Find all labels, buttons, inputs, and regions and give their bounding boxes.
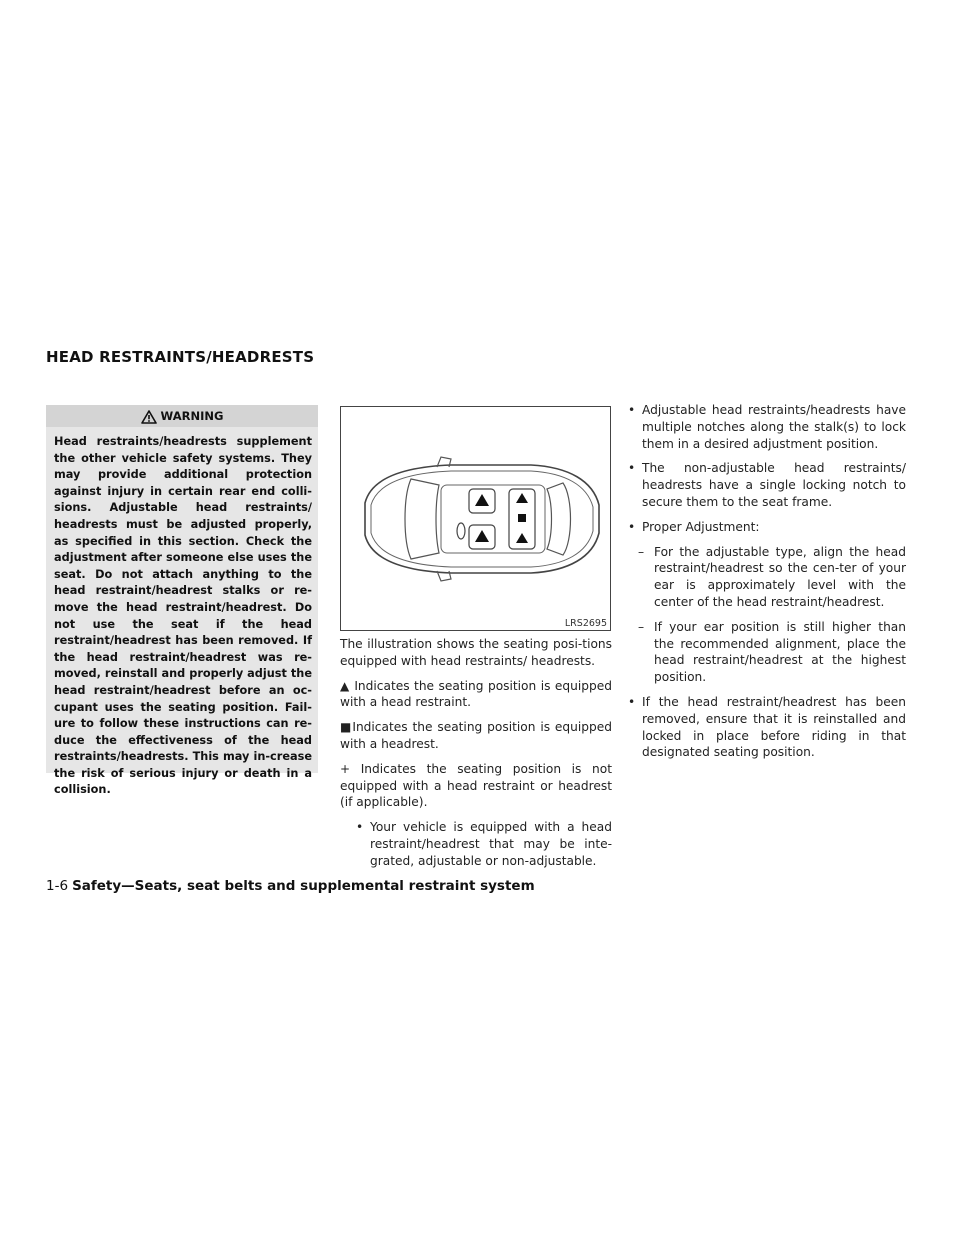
legend-plus-text: Indicates the seating position is not equipped with a head restraint or headrest (if applicable).	[340, 761, 612, 810]
warning-triangle-icon	[141, 409, 157, 423]
bullet-nonadjustable-text: The non-adjustable head restraints/ headrests have a single locking notch to secure them to the seat frame.	[642, 461, 906, 509]
section-title: HEAD RESTRAINTS/HEADRESTS	[46, 348, 315, 366]
list-item: • Your vehicle is equipped with a head restraint/headrest that may be inte-grated, adjustable or non-adjustable.	[356, 820, 612, 868]
car-top-view	[341, 407, 610, 630]
legend-square-text: Indicates the seating position is equipped with a headrest.	[340, 720, 612, 751]
dash-ear-text: If your ear position is still higher than the recommended alignment, place the head restraint/headrest at the highest position.	[654, 619, 906, 685]
bullet-vehicle-text: Your vehicle is equipped with a head restraint/headrest that may be inte-grated, adjustable or non-adjustable.	[370, 820, 612, 868]
seating-illustration	[340, 406, 611, 631]
list-item: • Proper Adjustment:	[628, 519, 906, 536]
page-number: 1-6	[46, 878, 69, 894]
legend-triangle	[340, 678, 612, 712]
page-footer	[46, 878, 535, 894]
bullet-proper-text: Proper Adjustment:	[642, 519, 760, 534]
front-right-restraint-marker	[475, 530, 489, 542]
rear-center-headrest-marker	[518, 514, 526, 522]
column-middle	[340, 636, 612, 878]
warning-header	[46, 405, 318, 427]
triangle-symbol-icon: ▲	[340, 678, 350, 693]
bullet-removed-text: If the head restraint/headrest has been removed, ensure that it is reinstalled and locked in place before riding in that designated seating position.	[642, 694, 906, 760]
warning-title: WARNING	[160, 409, 224, 423]
dash-align-text: For the adjustable type, align the head restraint/headrest so the cen-ter of your ear is approximately level with the center of the head restraint/headrest.	[654, 544, 906, 609]
legend-plus	[340, 761, 612, 811]
square-symbol-icon: ■	[340, 720, 353, 735]
plus-symbol-icon: +	[340, 761, 351, 776]
list-item: • Adjustable head restraints/headrests have multiple notches along the stalk(s) to lock them in a desired adjustment position.	[628, 403, 906, 451]
figure-code: LRS2695	[564, 618, 607, 629]
chapter-title: Safety—Seats, seat belts and supplemental restraint system	[72, 878, 535, 894]
warning-box	[46, 405, 318, 797]
legend-triangle-text: Indicates the seating position is equipped with a head restraint.	[340, 678, 612, 710]
list-item: – For the adjustable type, align the head restraint/headrest so the cen-ter of your ear is approximately level with the center of the head restraint/headrest.	[638, 544, 906, 609]
list-item: • If the head restraint/headrest has been removed, ensure that it is reinstalled and locked in place before riding in that designated seating position.	[628, 694, 906, 760]
illustration-intro: The illustration shows the seating posi-tions equipped with head restraints/ headrests.	[340, 637, 612, 668]
list-item: – If your ear position is still higher than the recommended alignment, place the head restraint/headrest at the highest position.	[638, 619, 906, 685]
rear-right-restraint-marker	[516, 533, 528, 543]
rear-left-restraint-marker	[516, 493, 528, 503]
warning-body: Head restraints/headrests supplement the other vehicle safety systems. They may provide additional protection against injury in certain rear end colli-sions. Adjustable head restraints/ headrests must be adjusted properly, as specified in this section. Check the adjustment after someone else uses the seat. Do not attach anything to the head restraint/headrest stalks or re-move the head restraint/headrest. Do not use the seat if the head restraint/headrest has been removed. If the head restraint/headrest was re-moved, reinstall and properly adjust the head restraint/headrest before an oc-cupant uses the seating position. Fail-ure to follow these instructions can re-duce the effectiveness of the head restraints/headrests. This may in-crease the risk of serious injury or death in a collision.	[54, 435, 312, 797]
front-left-restraint-marker	[475, 494, 489, 506]
list-item: • The non-adjustable head restraints/ headrests have a single locking notch to secure them to the seat frame.	[628, 461, 906, 509]
column-right	[628, 402, 906, 769]
bullet-adjustable-text: Adjustable head restraints/headrests have multiple notches along the stalk(s) to lock them in a desired adjustment position.	[642, 403, 906, 451]
legend-square	[340, 719, 612, 753]
